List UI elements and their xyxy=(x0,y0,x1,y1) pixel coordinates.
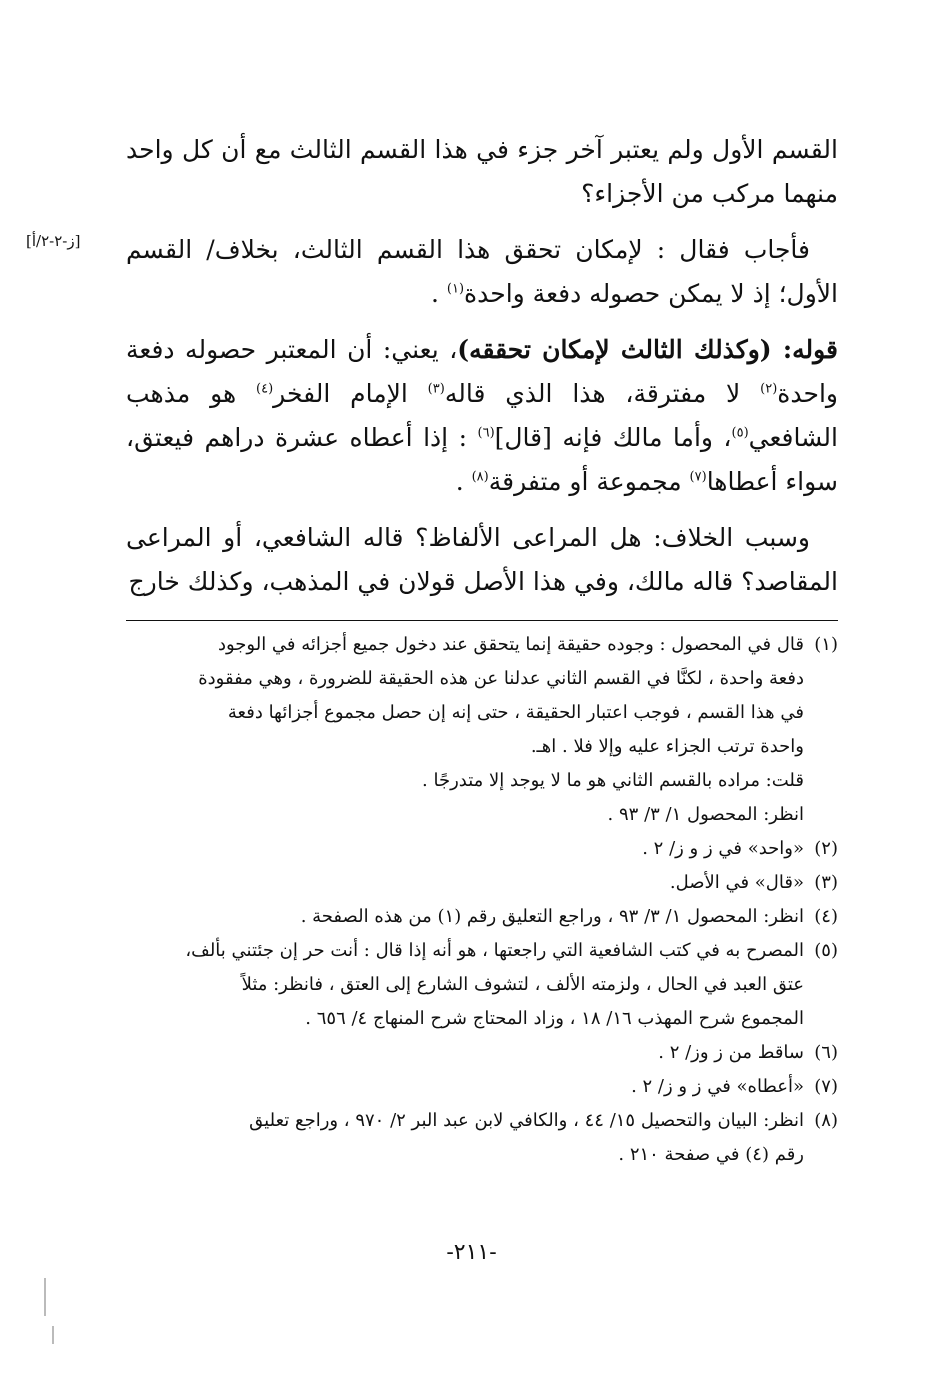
footnotes xyxy=(126,628,838,1172)
footnote-line: واحدة ترتب الجزاء عليه وإلا فلا . اهـ. xyxy=(530,736,804,757)
footnote-marker-2: (٢) xyxy=(760,381,778,397)
footnote-8 xyxy=(126,1104,838,1172)
footnote-line: ساقط من ز وز/ ٢ . xyxy=(658,1042,804,1063)
paragraph-3-f: : إذا أعطاه عشرة دراهم فيعتق، سواء أعطاها xyxy=(126,423,838,496)
footnote-2 xyxy=(126,832,838,866)
main-text xyxy=(126,128,838,616)
paragraph-3-a: ، يعني: أن المعتبر حصوله دفعة واحدة xyxy=(126,335,838,408)
paragraph-3 xyxy=(126,328,838,504)
footnote-marker-6: (٦) xyxy=(477,425,495,441)
footnote-line: المجموع شرح المهذب ١٦/ ١٨ ، وزاد المحتاج شرح المنهاج ٤/ ٦٥٦ . xyxy=(305,1008,804,1029)
paragraph-1: القسم الأول ولم يعتبر آخر جزء في هذا القسم الثالث مع أن كل واحد منهما مركب من الأجزاء؟ xyxy=(126,135,838,208)
paragraph-3-g: مجموعة أو متفرقة xyxy=(488,467,690,496)
footnote-line: انظر: المحصول ١/ ٣/ ٩٣ ، وراجع التعليق رقم (١) من هذه الصفحة . xyxy=(300,906,804,927)
footnote-number: (٣) xyxy=(814,872,838,893)
footnote-number: (٥) xyxy=(814,940,838,961)
paragraph-3-h: . xyxy=(455,467,472,496)
footnote-7 xyxy=(126,1070,838,1104)
footnote-number: (٤) xyxy=(814,906,838,927)
footnote-separator xyxy=(126,620,838,621)
footnote-1 xyxy=(126,628,838,832)
paragraph-3-b: لا مفترقة، هذا الذي قاله xyxy=(444,379,761,408)
paragraph-2-text: فأجاب فقال : لإمكان تحقق هذا القسم الثالث، بخلاف/ القسم الأول؛ إذ لا يمكن حصوله دفعة واحدة xyxy=(126,235,838,308)
footnote-line: انظر: البيان والتحصيل ١٥/ ٤٤ ، والكافي لابن عبد البر ٢/ ٩٧٠ ، وراجع تعليق xyxy=(249,1110,804,1131)
footnote-line: قلت: مراده بالقسم الثاني هو ما لا يوجد إلا متدرجًا . xyxy=(422,770,804,791)
paragraph-2 xyxy=(126,228,838,316)
scan-crop-mark xyxy=(44,1278,46,1316)
lemma-quote: (وكذلك الثالث لإمكان تحققه) xyxy=(457,335,772,364)
footnote-marker-4: (٤) xyxy=(256,381,274,397)
footnote-4 xyxy=(126,900,838,934)
footnote-marker-3: (٣) xyxy=(427,381,445,397)
footnote-3 xyxy=(126,866,838,900)
paragraph-3-d: هو مذهب الشافعي xyxy=(126,379,838,452)
paragraph-3-e: ، وأما مالك فإنه [قال] xyxy=(494,423,732,452)
footnote-number: (١) xyxy=(814,634,838,655)
manuscript-folio-reference: [ز-٢-٢/أ] xyxy=(26,232,81,250)
footnote-marker-1: (١) xyxy=(446,281,465,297)
scan-crop-mark xyxy=(52,1326,54,1344)
footnote-line: رقم (٤) في صفحة ٢١٠ . xyxy=(618,1144,804,1165)
footnote-line: قال في المحصول : وجوده حقيقة إنما يتحقق عند دخول جميع أجزائه في الوجود xyxy=(217,634,804,655)
paragraph-4: وسبب الخلاف: هل المراعى الألفاظ؟ قاله الشافعي، أو المراعى المقاصد؟ قاله مالك، وفي هذا الأصل قولان في المذهب، وكذلك خارج xyxy=(126,523,838,596)
footnote-line: المصرح به في كتب الشافعية التي راجعتها ، هو أنه إذا قال : أنت حر إن جئتني بألف، xyxy=(185,940,804,961)
footnote-5 xyxy=(126,934,838,1036)
footnote-line: عتق العبد في الحال ، ولزمته الألف ، لتشوف الشارع إلى العتق ، فانظر: مثلاً xyxy=(241,974,804,995)
footnote-line: انظر: المحصول ١/ ٣/ ٩٣ . xyxy=(607,804,804,825)
footnote-line: في هذا القسم ، فوجب اعتبار الحقيقة ، حتى إنه إن حصل مجموع أجزائها دفعة xyxy=(227,702,804,723)
footnote-marker-7: (٧) xyxy=(689,469,707,485)
footnote-number: (٨) xyxy=(814,1110,838,1131)
paragraph-3-c: الإمام الفخر xyxy=(273,379,428,408)
page-number: -٢١١- xyxy=(446,1240,497,1265)
footnote-line: «واحد» في ز و ز/ ٢ . xyxy=(642,838,804,859)
footnote-line: «قال» في الأصل. xyxy=(669,872,804,893)
footnote-line: «أعطاه» في ز و ز/ ٢ . xyxy=(631,1076,804,1097)
lemma-lead: قوله: xyxy=(771,335,838,364)
footnote-marker-5: (٥) xyxy=(731,425,749,441)
footnote-number: (٢) xyxy=(814,838,838,859)
paragraph-2-end: . xyxy=(430,279,447,308)
footnote-line: دفعة واحدة ، لكنَّا في القسم الثاني عدلنا عن هذه الحقيقة للضرورة ، وهي مفقودة xyxy=(198,668,804,689)
footnote-number: (٦) xyxy=(814,1042,838,1063)
footnote-number: (٧) xyxy=(814,1076,838,1097)
footnote-marker-8: (٨) xyxy=(471,469,489,485)
footnote-6 xyxy=(126,1036,838,1070)
